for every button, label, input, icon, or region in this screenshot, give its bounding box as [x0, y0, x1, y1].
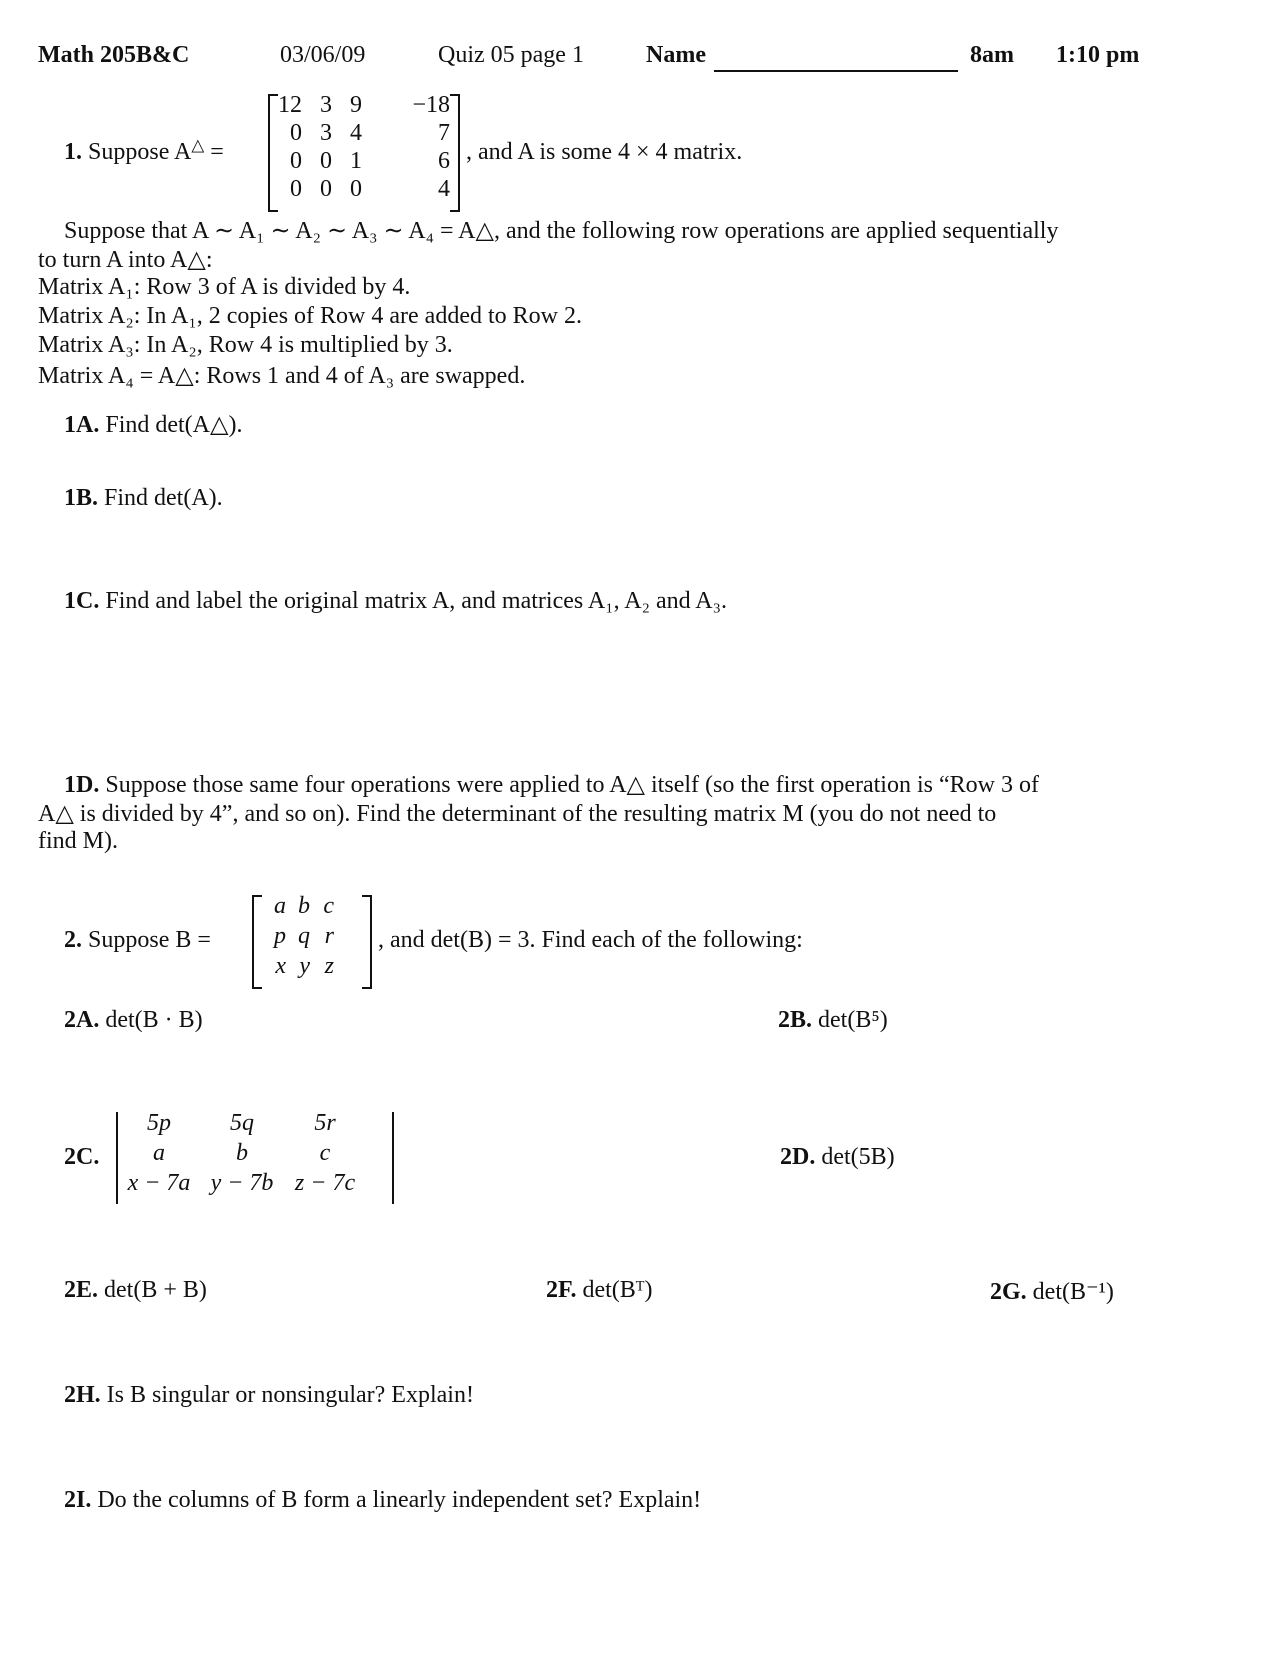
q2-matrix-cell-r1-c1: a [274, 893, 286, 919]
q1-matrix-cell-r3-c1: 0 [290, 148, 302, 174]
q2a [64, 1007, 203, 1034]
q1d-line1 [64, 770, 1039, 799]
q2-matrix-cell-r3-c1: x [275, 953, 286, 979]
q2-intro-prefix: Suppose B = [88, 927, 211, 953]
q1b-text: Find det(A). [104, 485, 223, 511]
q2i [64, 1487, 701, 1514]
q1-matrix-cell-r2-c3: 4 [350, 120, 362, 146]
q1-matrix-cell-r4-c3: 0 [350, 176, 362, 202]
q1a-text: Find det(A△). [105, 412, 243, 438]
q2-matrix-cell-r1-c2: b [298, 893, 310, 919]
q1-matrix [266, 92, 462, 210]
q1-matrix-cell-r1-c1: 12 [278, 92, 302, 118]
q2-matrix-right-bracket [362, 895, 372, 989]
q2e-text: det(B + B) [104, 1277, 207, 1303]
q2h-text: Is B singular or nonsingular? Explain! [106, 1382, 474, 1408]
q2c-cell-r3-c1: x − 7a [127, 1170, 191, 1196]
q1-intro [64, 135, 224, 166]
q1-equals: = [210, 139, 224, 165]
q1-matrix-cell-r3-c2: 0 [320, 148, 332, 174]
q2c-cell-r3-c2: y − 7b [210, 1170, 274, 1196]
q2e-label: 2E. [64, 1277, 99, 1303]
q2g [990, 1277, 1114, 1306]
q1-op-1: Matrix A₁: Row 3 of A is divided by 4. [38, 274, 411, 300]
q2d-label: 2D. [780, 1144, 816, 1170]
q1-matrix-cell-r3-c4: 6 [438, 148, 450, 174]
q1-matrix-cell-r2-c1: 0 [290, 120, 302, 146]
q2i-label: 2I. [64, 1487, 92, 1513]
q1-number: 1. [64, 139, 82, 165]
header-date: 03/06/09 [280, 42, 366, 68]
name-field-line[interactable] [714, 42, 958, 72]
q1-op-3: Matrix A₃: In A₂, Row 4 is multiplied by 3. [38, 332, 453, 358]
q2-intro-suffix: , and det(B) = 3. Find each of the following: [378, 927, 803, 953]
q1-intro-prefix: Suppose A [88, 139, 192, 165]
q2d [780, 1144, 895, 1171]
q1-matrix-cell-r2-c2: 3 [320, 120, 332, 146]
q2-number: 2. [64, 927, 82, 953]
q1-matrix-cell-r4-c1: 0 [290, 176, 302, 202]
q2i-text: Do the columns of B form a linearly independent set? Explain! [97, 1487, 702, 1513]
q2c-determinant [114, 1110, 398, 1206]
q1-suppose-line1: Suppose that A ∼ A₁ ∼ A₂ ∼ A₃ ∼ A₄ = A△, and the following row operations are applied sequentially [64, 218, 1059, 244]
q1b [64, 485, 223, 512]
q2a-label: 2A. [64, 1007, 100, 1033]
q1-op-2: Matrix A₂: In A₁, 2 copies of Row 4 are added to Row 2. [38, 303, 582, 329]
q2-intro [64, 927, 211, 954]
q1-matrix-cell-r1-c2: 3 [320, 92, 332, 118]
q2a-text: det(B · B) [105, 1007, 203, 1033]
q2h-label: 2H. [64, 1382, 101, 1408]
q2-matrix-cell-r2-c1: p [274, 923, 286, 949]
q2c-cell-r2-c2: b [236, 1140, 248, 1166]
q2c-label-wrap [64, 1144, 99, 1171]
q2-matrix-cell-r2-c3: r [324, 923, 334, 949]
q1-matrix-cell-r4-c2: 0 [320, 176, 332, 202]
q2d-text: det(5B) [821, 1144, 895, 1170]
q1c-label: 1C. [64, 588, 100, 614]
q1-matrix-cell-r3-c3: 1 [350, 148, 362, 174]
q2h [64, 1382, 474, 1409]
q2f [546, 1277, 652, 1304]
q2b-text: det(B⁵) [818, 1007, 888, 1033]
q2c-cell-r1-c1: 5p [147, 1110, 171, 1136]
header-course: Math 205B&C [38, 42, 190, 68]
q2c-cell-r2-c3: c [319, 1140, 331, 1166]
q2g-label: 2G. [990, 1279, 1027, 1305]
q1-suppose-line2: to turn A into A△: [38, 247, 213, 273]
q1d-line3: find M). [38, 828, 118, 854]
q1-matrix-cell-r2-c4: 7 [438, 120, 450, 146]
q1a [64, 410, 242, 439]
q2f-text: det(Bᵀ) [582, 1277, 653, 1303]
q2c-right-bar [392, 1112, 394, 1204]
q1b-label: 1B. [64, 485, 99, 511]
q2c-cell-r1-c3: 5r [314, 1110, 336, 1136]
header-name-label: Name [646, 42, 706, 68]
q2-matrix [250, 893, 374, 987]
q1-op-4: Matrix A₄ = A△: Rows 1 and 4 of A₃ are swapped. [38, 363, 526, 389]
q2-matrix-left-bracket [252, 895, 262, 989]
q1-matrix-cell-r4-c4: 4 [438, 176, 450, 202]
q1-matrix-right-bracket [450, 94, 460, 212]
q2g-text: det(B⁻¹) [1032, 1279, 1114, 1305]
q2e [64, 1277, 207, 1304]
q1c [64, 588, 727, 615]
q1c-text: Find and label the original matrix A, and matrices A₁, A₂ and A₃. [105, 588, 727, 614]
q2b-label: 2B. [778, 1007, 813, 1033]
q2c-cell-r1-c2: 5q [230, 1110, 254, 1136]
q2c-cell-r3-c3: z − 7c [294, 1170, 356, 1196]
q1-intro-suffix: , and A is some 4 × 4 matrix. [466, 139, 743, 165]
q1d-text-1: Suppose those same four operations were applied to A△ itself (so the first operation is “Row 3 of [105, 772, 1039, 798]
q2-matrix-cell-r2-c2: q [298, 923, 310, 949]
q2-matrix-cell-r3-c3: z [324, 953, 334, 979]
header-time-110pm: 1:10 pm [1056, 42, 1140, 68]
q1-matrix-left-bracket [268, 94, 278, 212]
q2c-cell-r2-c1: a [153, 1140, 165, 1166]
header-time-8am: 8am [970, 42, 1014, 68]
q1-triangle: △ [191, 135, 205, 155]
q1d-line2: A△ is divided by 4”, and so on). Find the determinant of the resulting matrix M (you do not need to [38, 801, 997, 827]
q1a-label: 1A. [64, 412, 100, 438]
header-quiz: Quiz 05 page 1 [438, 42, 584, 68]
q1-matrix-cell-r1-c4: −18 [412, 92, 450, 118]
q2-matrix-cell-r1-c3: c [323, 893, 334, 919]
q1-matrix-cell-r1-c3: 9 [350, 92, 362, 118]
q2-matrix-cell-r3-c2: y [299, 953, 310, 979]
q2f-label: 2F. [546, 1277, 577, 1303]
q2c-label: 2C. [64, 1144, 100, 1170]
q2b [778, 1007, 888, 1034]
q1d-label: 1D. [64, 772, 100, 798]
